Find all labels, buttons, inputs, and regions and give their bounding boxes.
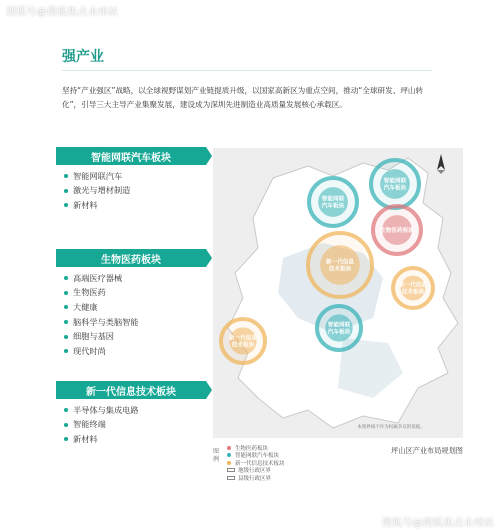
map-note: 本图界线不作为权属争议的依据。 <box>357 425 425 430</box>
legend-box-icon <box>227 476 235 480</box>
sector-zone-circle <box>308 233 372 297</box>
sector-banner: 新一代信息技术板块 <box>56 381 206 399</box>
sector-banner: 智能网联汽车板块 <box>56 147 206 165</box>
sector-zone-label: 汽车板块 <box>321 203 345 210</box>
legend-dot-icon <box>227 461 231 465</box>
bullet-icon <box>64 349 68 353</box>
bullet-icon <box>64 174 68 178</box>
bullet-icon <box>64 320 68 324</box>
map-legend <box>213 444 463 484</box>
legend-item: 智能网联汽车板块 <box>227 452 285 460</box>
list-item: 高端医疗器械 <box>64 271 206 286</box>
north-arrow-icon <box>437 154 445 174</box>
bullet-icon <box>64 291 68 295</box>
legend-item: 新一代信息技术板块 <box>227 459 285 467</box>
legend-item: 生物医药板块 <box>227 444 285 452</box>
bullet-icon <box>64 423 68 427</box>
list-item: 生物医药 <box>64 286 206 301</box>
sector-zone-label: 智能网联 <box>383 178 407 185</box>
list-item: 智能终端 <box>64 418 206 433</box>
list-item: 新材料 <box>64 432 206 447</box>
list-item: 细胞与基因 <box>64 329 206 344</box>
list-item: 现代时尚 <box>64 344 206 359</box>
bullet-icon <box>64 203 68 207</box>
sector-zone-label: 新一代信息 <box>399 282 427 289</box>
watermark-top: 搜狐号@搜狐焦点永州站 <box>6 7 119 18</box>
list-item: 新材料 <box>64 198 206 213</box>
sector-zone-label: 生物医药板块 <box>380 228 414 234</box>
sector-zone-label: 技术板块 <box>328 266 352 273</box>
sector-zone-label: 技术板块 <box>231 342 255 349</box>
sector-biomed <box>56 249 206 359</box>
sector-zone-circle <box>317 306 361 350</box>
legend-list <box>227 444 285 482</box>
sector-zone-label: 新一代信息 <box>229 335 257 342</box>
legend-item: 地级行政区界 <box>227 467 285 475</box>
legend-dot-icon <box>227 446 231 450</box>
sector-zone-label: 汽车板块 <box>327 329 351 336</box>
list-item: 激光与增材制造 <box>64 184 206 199</box>
map-canvas <box>213 148 463 438</box>
bullet-icon <box>64 437 68 441</box>
bullet-icon <box>64 189 68 193</box>
sector-banner: 生物医药板块 <box>56 249 206 267</box>
sector-zone-circle <box>373 206 421 254</box>
list-item: 脑科学与类脑智能 <box>64 315 206 330</box>
sector-zone-label: 汽车板块 <box>383 185 407 192</box>
list-item: 大健康 <box>64 300 206 315</box>
legend-dot-icon <box>227 453 231 457</box>
watermark-bottom: 搜狐号@搜狐焦点永州站 <box>381 518 494 529</box>
sector-it <box>56 381 206 447</box>
list-item: 半导体与集成电路 <box>64 403 206 418</box>
bullet-icon <box>64 408 68 412</box>
legend-box-icon <box>227 468 235 472</box>
title-divider <box>62 70 432 71</box>
section-title: 强产业 <box>62 49 104 65</box>
sector-zone-circle <box>309 178 357 226</box>
sector-zone-label: 技术板块 <box>401 289 425 296</box>
legend-title: 图例 <box>213 448 220 463</box>
bullet-icon <box>64 276 68 280</box>
bullet-icon <box>64 305 68 309</box>
sector-zone-label: 智能网联 <box>321 196 345 203</box>
legend-item: 县级行政区界 <box>227 474 285 482</box>
list-item: 智能网联汽车 <box>64 169 206 184</box>
sector-zone-label: 新一代信息 <box>326 259 354 266</box>
sector-list <box>64 271 206 359</box>
sector-zone-circle <box>393 268 433 308</box>
industry-map <box>213 148 463 438</box>
sector-list <box>64 403 206 447</box>
map-caption: 坪山区产业布局规划图 <box>391 446 463 455</box>
intro-paragraph: 坚持“产业强区”战略，以全球视野谋划产业链提质升级，以国家高新区为重点空间，推动“全球研发、坪山转化”，引导三大主导产业集聚发展，建设成为深圳先进制造业高质量发展核心承载区。 <box>62 86 424 109</box>
bullet-icon <box>64 335 68 339</box>
sector-auto <box>56 147 206 213</box>
sector-zone-circle <box>221 319 265 363</box>
sector-zone-label: 智能网联 <box>327 322 351 329</box>
sector-list <box>64 169 206 213</box>
sector-zone-circle <box>371 160 419 208</box>
